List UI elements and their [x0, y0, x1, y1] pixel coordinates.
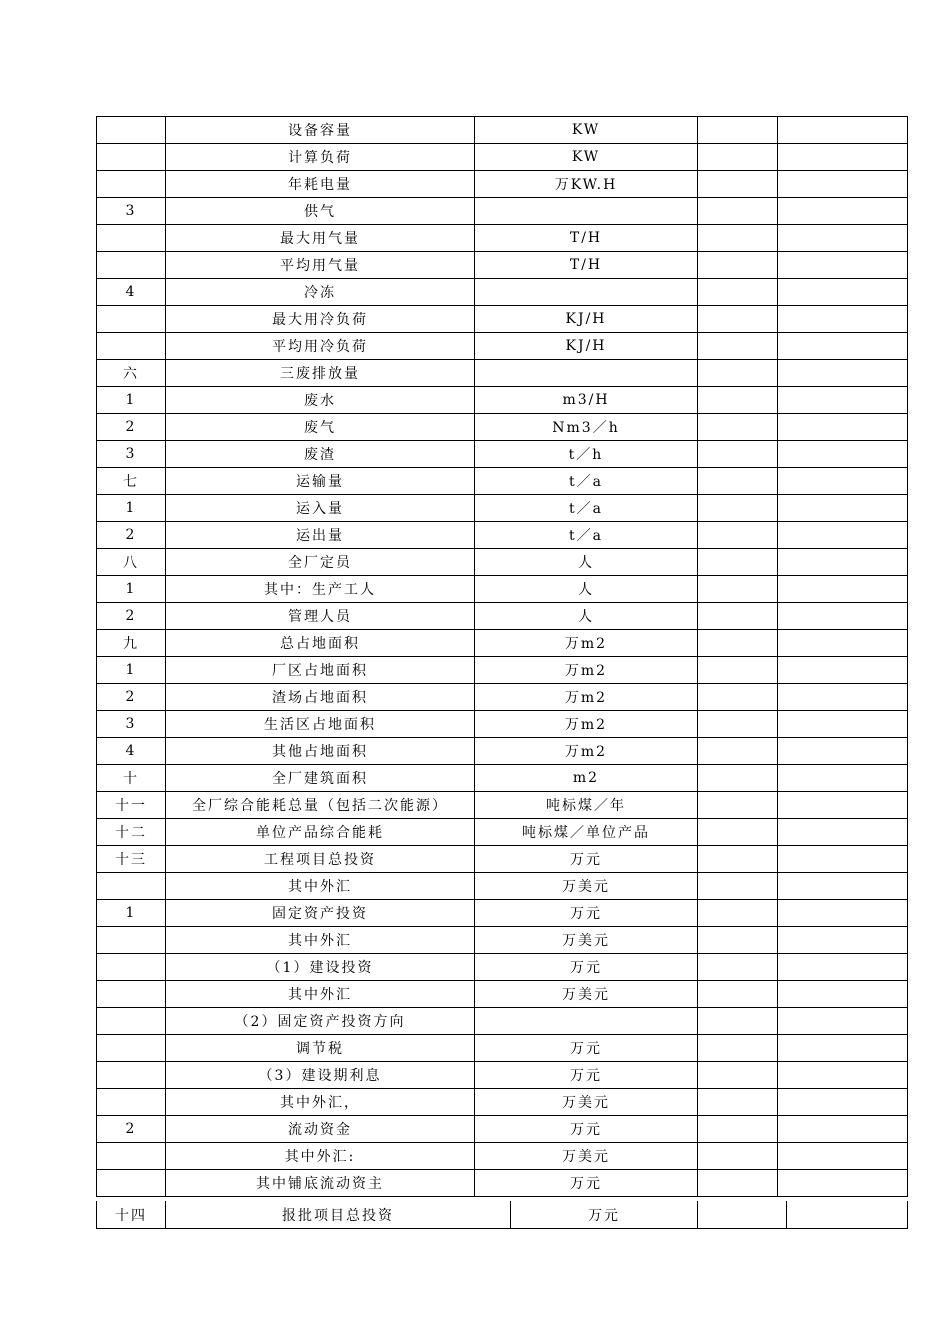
value-cell: [698, 927, 778, 954]
serial-number-cell: 十三: [97, 846, 166, 873]
unit-cell: KW: [475, 144, 698, 171]
value-cell: [698, 603, 778, 630]
item-name-cell: 最大用冷负荷: [166, 306, 475, 333]
remark-cell: [778, 630, 908, 657]
item-name-cell: 厂区占地面积: [166, 657, 475, 684]
remark-cell: [778, 1170, 908, 1197]
value-cell: [698, 684, 778, 711]
table-row: [97, 954, 908, 981]
remark-cell: [778, 927, 908, 954]
serial-number-cell: 1: [97, 576, 166, 603]
remark-cell: [778, 225, 908, 252]
unit-cell: 万美元: [475, 1089, 698, 1116]
item-name-cell: 废渣: [166, 441, 475, 468]
item-name-cell: 运输量: [166, 468, 475, 495]
item-name-cell: 平均用气量: [166, 252, 475, 279]
serial-number-cell: 1: [97, 387, 166, 414]
table-row: [97, 900, 908, 927]
remark-cell: [778, 522, 908, 549]
remark-cell: [778, 1116, 908, 1143]
value-cell: [698, 549, 778, 576]
item-name-cell: 工程项目总投资: [166, 846, 475, 873]
serial-number-cell: 九: [97, 630, 166, 657]
item-name-cell: 报批项目总投资: [166, 1201, 511, 1229]
unit-cell: 万美元: [475, 1143, 698, 1170]
remark-cell: [778, 252, 908, 279]
serial-number-cell: 八: [97, 549, 166, 576]
value-cell: [698, 1201, 787, 1229]
table-row: [97, 630, 908, 657]
value-cell: [698, 252, 778, 279]
value-cell: [698, 171, 778, 198]
remark-cell: [778, 576, 908, 603]
table-row: [97, 1170, 908, 1197]
table-row: [97, 279, 908, 306]
remark-cell: [778, 846, 908, 873]
value-cell: [698, 981, 778, 1008]
remark-cell: [778, 198, 908, 225]
item-name-cell: （2）固定资产投资方向: [166, 1008, 475, 1035]
table-row: [97, 495, 908, 522]
table-row: [97, 927, 908, 954]
table-row: [97, 468, 908, 495]
serial-number-cell: 1: [97, 495, 166, 522]
item-name-cell: 固定资产投资: [166, 900, 475, 927]
value-cell: [698, 468, 778, 495]
table-row: [97, 1035, 908, 1062]
item-name-cell: 其中外汇: [166, 927, 475, 954]
unit-cell: 吨标煤／年: [475, 792, 698, 819]
value-cell: [698, 1008, 778, 1035]
remark-cell: [778, 1062, 908, 1089]
unit-cell: 万m2: [475, 657, 698, 684]
remark-cell: [778, 333, 908, 360]
item-name-cell: 流动资金: [166, 1116, 475, 1143]
remark-cell: [778, 1008, 908, 1035]
unit-cell: 万m2: [475, 684, 698, 711]
value-cell: [698, 495, 778, 522]
table-row: [97, 603, 908, 630]
item-name-cell: 设备容量: [166, 117, 475, 144]
item-name-cell: 平均用冷负荷: [166, 333, 475, 360]
value-cell: [698, 306, 778, 333]
value-cell: [698, 630, 778, 657]
item-name-cell: 三废排放量: [166, 360, 475, 387]
remark-cell: [778, 495, 908, 522]
table-row: [97, 333, 908, 360]
item-name-cell: 其他占地面积: [166, 738, 475, 765]
remark-cell: [778, 657, 908, 684]
unit-cell: 人: [475, 603, 698, 630]
remark-cell: [778, 1089, 908, 1116]
serial-number-cell: [97, 1062, 166, 1089]
item-name-cell: 其中铺底流动资主: [166, 1170, 475, 1197]
unit-cell: 人: [475, 549, 698, 576]
remark-cell: [778, 414, 908, 441]
unit-cell: 万美元: [475, 927, 698, 954]
table-row: [97, 1201, 908, 1229]
serial-number-cell: [97, 252, 166, 279]
serial-number-cell: [97, 225, 166, 252]
unit-cell: m2: [475, 765, 698, 792]
serial-number-cell: [97, 981, 166, 1008]
remark-cell: [778, 765, 908, 792]
serial-number-cell: 3: [97, 198, 166, 225]
item-name-cell: 运入量: [166, 495, 475, 522]
value-cell: [698, 1116, 778, 1143]
unit-cell: T/H: [475, 225, 698, 252]
total-investment-table: [96, 1201, 908, 1229]
serial-number-cell: 六: [97, 360, 166, 387]
item-name-cell: 年耗电量: [166, 171, 475, 198]
remark-cell: [778, 549, 908, 576]
value-cell: [698, 360, 778, 387]
serial-number-cell: 2: [97, 522, 166, 549]
item-name-cell: 生活区占地面积: [166, 711, 475, 738]
table-row: [97, 198, 908, 225]
serial-number-cell: 七: [97, 468, 166, 495]
remark-cell: [778, 441, 908, 468]
value-cell: [698, 225, 778, 252]
item-name-cell: 调节税: [166, 1035, 475, 1062]
unit-cell: T/H: [475, 252, 698, 279]
unit-cell: 万元: [475, 846, 698, 873]
item-name-cell: 单位产品综合能耗: [166, 819, 475, 846]
serial-number-cell: [97, 1143, 166, 1170]
table-row: [97, 1008, 908, 1035]
serial-number-cell: 4: [97, 279, 166, 306]
value-cell: [698, 144, 778, 171]
table-row: [97, 846, 908, 873]
unit-cell: 万m2: [475, 738, 698, 765]
value-cell: [698, 1170, 778, 1197]
item-name-cell: 全厂定员: [166, 549, 475, 576]
unit-cell: 人: [475, 576, 698, 603]
item-name-cell: 最大用气量: [166, 225, 475, 252]
value-cell: [698, 522, 778, 549]
indicator-table: [96, 116, 908, 1197]
serial-number-cell: [97, 117, 166, 144]
unit-cell: 万元: [475, 1062, 698, 1089]
value-cell: [698, 711, 778, 738]
item-name-cell: 全厂综合能耗总量（包括二次能源）: [166, 792, 475, 819]
item-name-cell: 其中外汇，: [166, 1089, 475, 1116]
unit-cell: 万m2: [475, 630, 698, 657]
unit-cell: 万元: [475, 954, 698, 981]
remark-cell: [778, 684, 908, 711]
table-row: [97, 522, 908, 549]
table-row: [97, 873, 908, 900]
item-name-cell: （3）建设期利息: [166, 1062, 475, 1089]
serial-number-cell: 2: [97, 414, 166, 441]
remark-cell: [787, 1201, 908, 1229]
table-row: [97, 117, 908, 144]
item-name-cell: 计算负荷: [166, 144, 475, 171]
item-name-cell: 运出量: [166, 522, 475, 549]
serial-number-cell: [97, 1089, 166, 1116]
serial-number-cell: [97, 927, 166, 954]
table-row: [97, 414, 908, 441]
table-row: [97, 765, 908, 792]
remark-cell: [778, 819, 908, 846]
item-name-cell: 废水: [166, 387, 475, 414]
item-name-cell: 全厂建筑面积: [166, 765, 475, 792]
serial-number-cell: [97, 306, 166, 333]
table-row: [97, 1089, 908, 1116]
remark-cell: [778, 873, 908, 900]
value-cell: [698, 1035, 778, 1062]
serial-number-cell: 十一: [97, 792, 166, 819]
table-row: [97, 171, 908, 198]
serial-number-cell: 1: [97, 900, 166, 927]
remark-cell: [778, 360, 908, 387]
table-row: [97, 1062, 908, 1089]
table-row: [97, 144, 908, 171]
item-name-cell: 供气: [166, 198, 475, 225]
unit-cell: m3/H: [475, 387, 698, 414]
value-cell: [698, 873, 778, 900]
value-cell: [698, 846, 778, 873]
table-row: [97, 792, 908, 819]
serial-number-cell: 2: [97, 603, 166, 630]
item-name-cell: 其中外汇:: [166, 1143, 475, 1170]
item-name-cell: 总占地面积: [166, 630, 475, 657]
unit-cell: KJ/H: [475, 306, 698, 333]
value-cell: [698, 279, 778, 306]
remark-cell: [778, 711, 908, 738]
value-cell: [698, 441, 778, 468]
table-row: [97, 306, 908, 333]
value-cell: [698, 765, 778, 792]
value-cell: [698, 198, 778, 225]
serial-number-cell: [97, 1035, 166, 1062]
value-cell: [698, 792, 778, 819]
unit-cell: KJ/H: [475, 333, 698, 360]
unit-cell: t／a: [475, 468, 698, 495]
unit-cell: 万元: [475, 1116, 698, 1143]
table-row: [97, 1116, 908, 1143]
remark-cell: [778, 144, 908, 171]
serial-number-cell: [97, 873, 166, 900]
value-cell: [698, 954, 778, 981]
unit-cell: 万元: [475, 1035, 698, 1062]
unit-cell: t／a: [475, 495, 698, 522]
unit-cell: [475, 1008, 698, 1035]
value-cell: [698, 1089, 778, 1116]
serial-number-cell: 2: [97, 1116, 166, 1143]
remark-cell: [778, 738, 908, 765]
table-row: [97, 387, 908, 414]
unit-cell: 万元: [475, 900, 698, 927]
table-row: [97, 657, 908, 684]
remark-cell: [778, 468, 908, 495]
unit-cell: [475, 360, 698, 387]
serial-number-cell: [97, 333, 166, 360]
serial-number-cell: [97, 171, 166, 198]
serial-number-cell: [97, 144, 166, 171]
serial-number-cell: [97, 1008, 166, 1035]
item-name-cell: 废气: [166, 414, 475, 441]
serial-number-cell: 十: [97, 765, 166, 792]
serial-number-cell: 十二: [97, 819, 166, 846]
unit-cell: [475, 279, 698, 306]
serial-number-cell: 十四: [97, 1201, 166, 1229]
value-cell: [698, 333, 778, 360]
unit-cell: t／h: [475, 441, 698, 468]
remark-cell: [778, 954, 908, 981]
value-cell: [698, 1062, 778, 1089]
value-cell: [698, 576, 778, 603]
serial-number-cell: 3: [97, 441, 166, 468]
remark-cell: [778, 792, 908, 819]
remark-cell: [778, 306, 908, 333]
item-name-cell: 冷冻: [166, 279, 475, 306]
serial-number-cell: 2: [97, 684, 166, 711]
value-cell: [698, 387, 778, 414]
table-row: [97, 441, 908, 468]
value-cell: [698, 738, 778, 765]
item-name-cell: （1）建设投资: [166, 954, 475, 981]
remark-cell: [778, 1143, 908, 1170]
item-name-cell: 其中：生产工人: [166, 576, 475, 603]
serial-number-cell: [97, 954, 166, 981]
remark-cell: [778, 117, 908, 144]
serial-number-cell: [97, 1170, 166, 1197]
table-row: [97, 225, 908, 252]
table-row: [97, 684, 908, 711]
remark-cell: [778, 900, 908, 927]
remark-cell: [778, 387, 908, 414]
unit-cell: KW: [475, 117, 698, 144]
unit-cell: 吨标煤／单位产品: [475, 819, 698, 846]
remark-cell: [778, 603, 908, 630]
unit-cell: Nm3／h: [475, 414, 698, 441]
item-name-cell: 其中外汇: [166, 873, 475, 900]
remark-cell: [778, 279, 908, 306]
table-row: [97, 360, 908, 387]
table-row: [97, 711, 908, 738]
table-row: [97, 549, 908, 576]
value-cell: [698, 900, 778, 927]
value-cell: [698, 117, 778, 144]
remark-cell: [778, 171, 908, 198]
serial-number-cell: 1: [97, 657, 166, 684]
remark-cell: [778, 1035, 908, 1062]
value-cell: [698, 657, 778, 684]
item-name-cell: 渣场占地面积: [166, 684, 475, 711]
indicator-table-body: [97, 117, 908, 1197]
unit-cell: 万美元: [475, 981, 698, 1008]
value-cell: [698, 819, 778, 846]
value-cell: [698, 414, 778, 441]
unit-cell: 万m2: [475, 711, 698, 738]
unit-cell: t／a: [475, 522, 698, 549]
table-row: [97, 738, 908, 765]
table-row: [97, 252, 908, 279]
item-name-cell: 其中外汇: [166, 981, 475, 1008]
unit-cell: 万元: [511, 1201, 698, 1229]
unit-cell: 万元: [475, 1170, 698, 1197]
remark-cell: [778, 981, 908, 1008]
serial-number-cell: 3: [97, 711, 166, 738]
unit-cell: 万KW.H: [475, 171, 698, 198]
unit-cell: 万美元: [475, 873, 698, 900]
table-row: [97, 576, 908, 603]
table-row: [97, 1143, 908, 1170]
value-cell: [698, 1143, 778, 1170]
table-row: [97, 981, 908, 1008]
table-row: [97, 819, 908, 846]
serial-number-cell: 4: [97, 738, 166, 765]
unit-cell: [475, 198, 698, 225]
item-name-cell: 管理人员: [166, 603, 475, 630]
